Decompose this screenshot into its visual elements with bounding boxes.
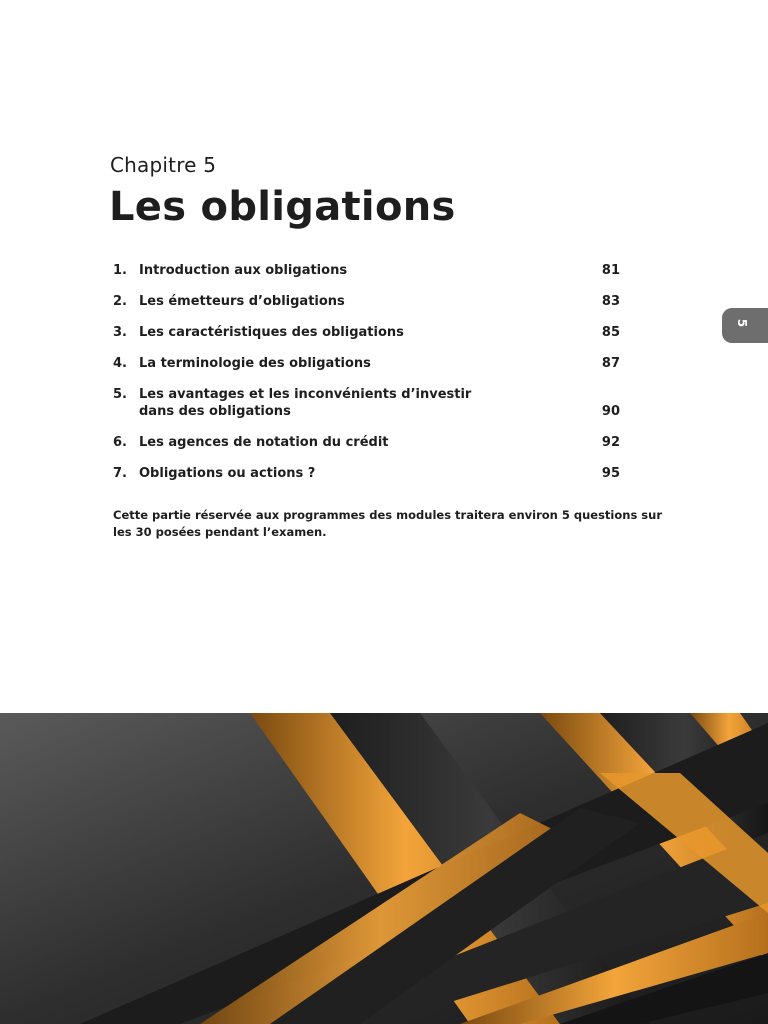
- toc-item-1[interactable]: [113, 262, 623, 279]
- toc-item-page: 87: [601, 356, 620, 371]
- toc-item-4[interactable]: [113, 355, 623, 372]
- toc-item-5[interactable]: [113, 386, 623, 420]
- toc-item-number: 3.: [113, 325, 127, 340]
- toc-item-3[interactable]: [113, 324, 623, 341]
- toc-item-page: 92: [601, 435, 620, 450]
- toc-item-7[interactable]: [113, 465, 623, 482]
- chapter-side-tab-label: 5: [735, 318, 749, 328]
- toc-item-title: Introduction aux obligations: [139, 263, 348, 278]
- exam-note: Cette partie réservée aux programmes des modules traitera environ 5 questions sur les 30 posées pendant l’examen.: [113, 508, 662, 539]
- table-of-contents: [113, 262, 623, 496]
- toc-item-number: 6.: [113, 435, 127, 450]
- toc-item-title: La terminologie des obligations: [139, 356, 371, 371]
- toc-item-page: 95: [601, 466, 620, 481]
- toc-item-title: Les caractéristiques des obligations: [139, 325, 404, 340]
- toc-item-number: 1.: [113, 263, 127, 278]
- chapter-title: Les obligations: [109, 184, 456, 230]
- toc-item-title: Les avantages et les inconvénients d’investir dans des obligations: [139, 387, 472, 419]
- decorative-stripes-image: [0, 713, 768, 1024]
- toc-item-number: 7.: [113, 466, 127, 481]
- chapter-label: Chapitre 5: [110, 153, 217, 177]
- toc-item-number: 5.: [113, 387, 127, 402]
- toc-item-2[interactable]: [113, 293, 623, 310]
- toc-item-6[interactable]: [113, 434, 623, 451]
- toc-item-title: Obligations ou actions ?: [139, 466, 316, 481]
- toc-item-title: Les agences de notation du crédit: [139, 435, 389, 450]
- toc-item-page: 81: [601, 263, 620, 278]
- toc-item-title: Les émetteurs d’obligations: [139, 294, 345, 309]
- toc-item-page: 90: [601, 404, 620, 419]
- toc-item-page: 85: [601, 325, 620, 340]
- toc-item-number: 2.: [113, 294, 127, 309]
- toc-item-number: 4.: [113, 356, 127, 371]
- chapter-side-tab[interactable]: [722, 308, 768, 343]
- toc-item-page: 83: [601, 294, 620, 309]
